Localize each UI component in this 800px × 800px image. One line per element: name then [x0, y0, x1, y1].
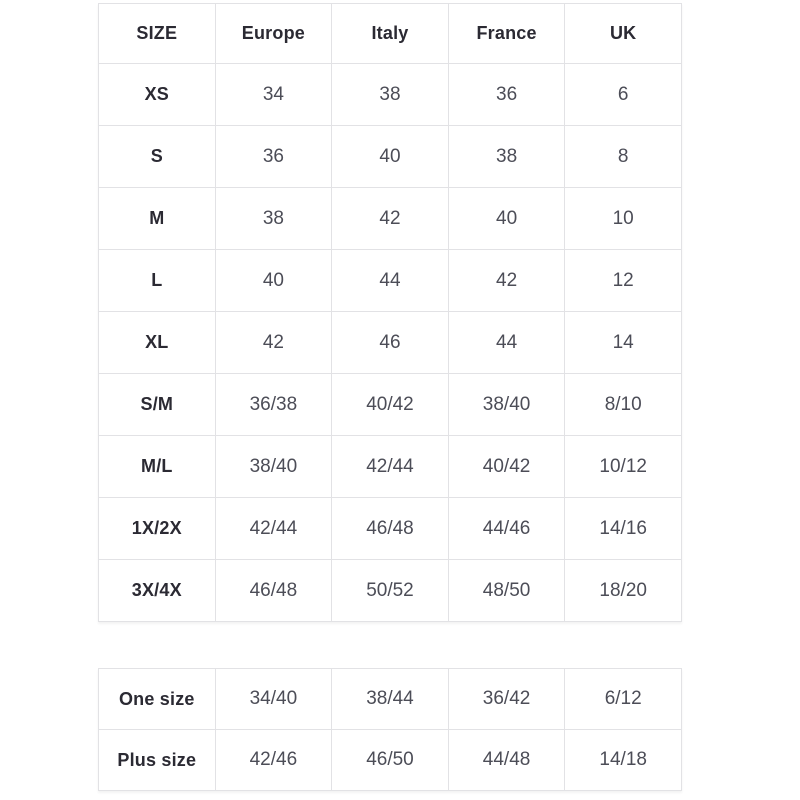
- table-cell: 46/48: [215, 560, 332, 622]
- table-cell: 34: [215, 64, 332, 126]
- table-cell: 42: [332, 188, 449, 250]
- table-cell: 50/52: [332, 560, 449, 622]
- table-cell: 38: [215, 188, 332, 250]
- table-cell: 14/18: [565, 730, 682, 791]
- size-label-cell: S/M: [99, 374, 216, 436]
- table-cell: 40: [448, 188, 565, 250]
- header-cell-italy: Italy: [332, 4, 449, 64]
- table-cell: 48/50: [448, 560, 565, 622]
- table-cell: 42/44: [332, 436, 449, 498]
- table-row-ml: [99, 436, 682, 498]
- one-size-plus-size-table: [98, 668, 682, 791]
- table-cell: 14: [565, 312, 682, 374]
- table-cell: 14/16: [565, 498, 682, 560]
- size-label-cell: L: [99, 250, 216, 312]
- table-cell: 40/42: [448, 436, 565, 498]
- header-cell-uk: UK: [565, 4, 682, 64]
- header-cell-europe: Europe: [215, 4, 332, 64]
- table-cell: 8/10: [565, 374, 682, 436]
- header-cell-france: France: [448, 4, 565, 64]
- table-cell: 44/48: [448, 730, 565, 791]
- table-cell: 38: [448, 126, 565, 188]
- table-cell: 38/44: [332, 669, 449, 730]
- size-label-cell: M/L: [99, 436, 216, 498]
- table-row-sm: [99, 374, 682, 436]
- size-label-cell: XL: [99, 312, 216, 374]
- table-row-3x4x: [99, 560, 682, 622]
- table-cell: 42/46: [215, 730, 332, 791]
- table-cell: 10/12: [565, 436, 682, 498]
- table-cell: 44/46: [448, 498, 565, 560]
- table-cell: 38/40: [215, 436, 332, 498]
- size-conversion-table: [98, 3, 682, 622]
- table-cell: 46/50: [332, 730, 449, 791]
- table-cell: 40: [215, 250, 332, 312]
- size-label-cell: One size: [99, 669, 216, 730]
- table-cell: 44: [448, 312, 565, 374]
- table-row-one-size: [99, 669, 682, 730]
- table-cell: 40: [332, 126, 449, 188]
- table-cell: 10: [565, 188, 682, 250]
- table-cell: 36/38: [215, 374, 332, 436]
- table-row-xl: [99, 312, 682, 374]
- table-cell: 42: [448, 250, 565, 312]
- table-cell: 42: [215, 312, 332, 374]
- header-cell-size: SIZE: [99, 4, 216, 64]
- table-cell: 46/48: [332, 498, 449, 560]
- table-cell: 36: [448, 64, 565, 126]
- table-row-l: [99, 250, 682, 312]
- size-label-cell: 1X/2X: [99, 498, 216, 560]
- size-label-cell: XS: [99, 64, 216, 126]
- table-row-s: [99, 126, 682, 188]
- table-row-1x2x: [99, 498, 682, 560]
- table-cell: 38/40: [448, 374, 565, 436]
- table-cell: 18/20: [565, 560, 682, 622]
- table-row-xs: [99, 64, 682, 126]
- table-cell: 6/12: [565, 669, 682, 730]
- table-cell: 46: [332, 312, 449, 374]
- size-label-cell: S: [99, 126, 216, 188]
- table-row-m: [99, 188, 682, 250]
- size-label-cell: 3X/4X: [99, 560, 216, 622]
- table-cell: 42/44: [215, 498, 332, 560]
- table-cell: 38: [332, 64, 449, 126]
- table-cell: 44: [332, 250, 449, 312]
- table-header-row: [99, 4, 682, 64]
- table-row-plus-size: [99, 730, 682, 791]
- table-cell: 8: [565, 126, 682, 188]
- table-cell: 40/42: [332, 374, 449, 436]
- table-cell: 12: [565, 250, 682, 312]
- table-cell: 34/40: [215, 669, 332, 730]
- table-cell: 6: [565, 64, 682, 126]
- size-label-cell: M: [99, 188, 216, 250]
- size-label-cell: Plus size: [99, 730, 216, 791]
- table-cell: 36/42: [448, 669, 565, 730]
- table-cell: 36: [215, 126, 332, 188]
